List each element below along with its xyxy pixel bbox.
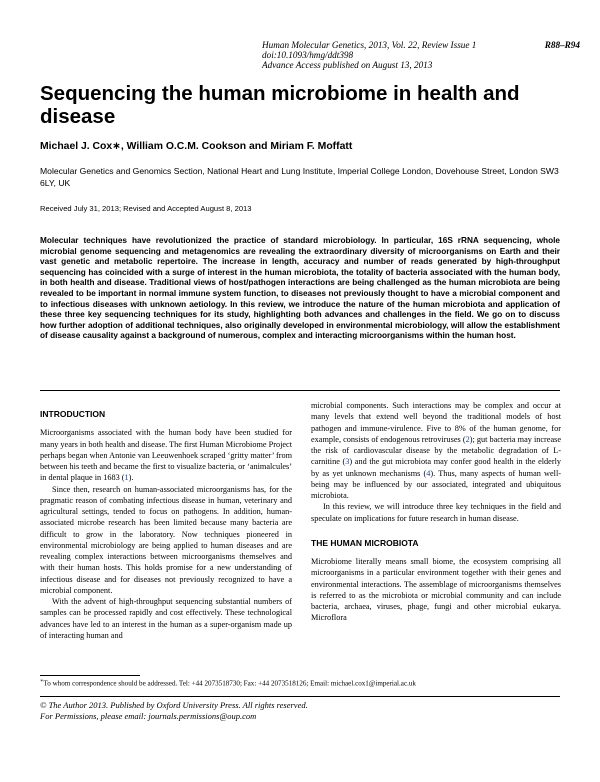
copyright-line: © The Author 2013. Published by Oxford University Press. All rights reserved. [40,700,308,710]
right-paragraph-2: In this review, we will introduce three key techniques in the field and speculate on implications for future research in human disease. [311,502,561,523]
citation-link-1[interactable]: 1 [124,473,129,483]
received-dates: Received July 31, 2013; Revised and Accepted August 8, 2013 [40,204,252,213]
affiliation: Molecular Genetics and Genomics Section, National Heart and Lung Institute, Imperial College London, Dovehouse Street, London SW3 6LY, UK [40,166,559,189]
introduction-heading: INTRODUCTION [40,409,106,419]
journal-citation: Human Molecular Genetics, 2013, Vol. 22, Review Issue 1 [262,40,477,50]
citation-link-2[interactable]: 2 [465,434,470,444]
abstract: Molecular techniques have revolutionized the practice of standard microbiology. In particular, 16S rRNA sequencing, whole microbial genome sequencing and metagenomics are revealing the extraordinary diversity of microorganisms on Earth and their vast genetic and metabolic repertoire. The increase in length, accuracy and number of reads generated by high-throughput sequencing has coincided with a surge of interest in the human microbiota, the totality of bacteria associated with the human body, in both health and disease. Traditional views of host/pathogen interactions are being challenged as the human microbiota are being revealed to be important in normal immune system function, to diseases not previously thought to have a microbial component and to infectious diseases with unknown aetiology. In this review, we introduce the nature of the human microbiota and application of these three key sequencing techniques for its study, highlighting both advances and challenges in the field. We go on to discuss how further adoption of additional techniques, also originally developed in environmental microbiology, will allow the establishment of disease causality against a background of numerous, complex and interacting microorganisms within the human host. [40,236,560,341]
copyright-block [40,700,308,722]
footnote-divider [40,675,140,676]
left-column [40,409,292,641]
copyright-divider [40,696,560,697]
spacer [311,524,561,538]
human-microbiota-heading: THE HUMAN MICROBIOTA [311,537,419,548]
journal-header [262,40,580,71]
footnote-marker: ∗ [40,679,44,684]
intro-paragraph-2: Since then, research on human-associated microorganisms has, for the pragmatic reason of combating infectious disease in human, veterinary and agricultural settings, tended to focus on pathogens. In addition, human-associated microbe research has been limited because many bacteria are difficult to grow in the laboratory. Now techniques pioneered in environmental microbiology are being applied to human diseases and are revealing complex interactions between microorganisms themselves and with their human hosts. This holds promise for a new understanding of infectious disease and for diseases not previously recognized to have a microbial component. [40,484,292,595]
article-title: Sequencing the human microbiome in health and disease [40,82,520,128]
author-list: Michael J. Cox∗, William O.C.M. Cookson and Miriam F. Moffatt [40,141,353,152]
advance-access-date: Advance Access published on August 13, 2013 [262,60,433,71]
right-column [311,400,561,624]
intro-paragraph-1: Microorganisms associated with the human body have been studied for many years in both health and disease. The first Human Microbiome Project perhaps began when Antonie van Leeuwenhoek scraped ‘gritty matter’ from between his teeth and became the first to visualize bacteria, or ‘animalcules’ in dental plaque in 1683 (1). [40,428,292,483]
page-range: R88–R94 [544,40,580,50]
microbiota-paragraph-1: Microbiome literally means small biome, the ecosystem comprising all microorganisms in a particular environment together with their genes and environmental interactions. The assemblage of microorganisms themselves is referred to as the microbiota or microbial community and can include bacteria, archaea, viruses, phage, fungi and other microbial eukarya. Microflora [311,557,561,623]
citation-link-3[interactable]: 3 [345,457,350,467]
footnote-text: To whom correspondence should be addressed. Tel: +44 2073518730; Fax: +44 2073518126; Email: michael.cox1@imperial.ac.uk [43,679,416,688]
permissions-line: For Permissions, please email: journals.permissions@oup.com [40,711,257,721]
section-divider [40,390,560,391]
right-paragraph-1: microbial components. Such interactions may be complex and occur at many levels that extend well beyond the traditional models of host pathogen and immune-virulence. Five to 8% of the human genome, for example, consists of endogenous retroviruses (2); gut bacteria may increase the risk of cardiovascular disease by the metabolic degradation of L-carnitine (3) and the gut microbiota may confer good health in the elderly by as yet unknown mechanisms (4). Thus, many aspects of human well-being may be influenced by our associated, integrated and ubiquitous microbiota. [311,401,561,500]
doi[interactable]: doi:10.1093/hmg/ddt398 [262,50,354,61]
correspondence-footnote [40,678,416,687]
intro-paragraph-3: With the advent of high-throughput sequencing substantial numbers of samples can be processed rapidly and cost effectively. These technological advances have led to an interest in the human as a super-organism made up of interacting human and [40,597,292,640]
citation-link-4[interactable]: 4 [426,468,431,478]
